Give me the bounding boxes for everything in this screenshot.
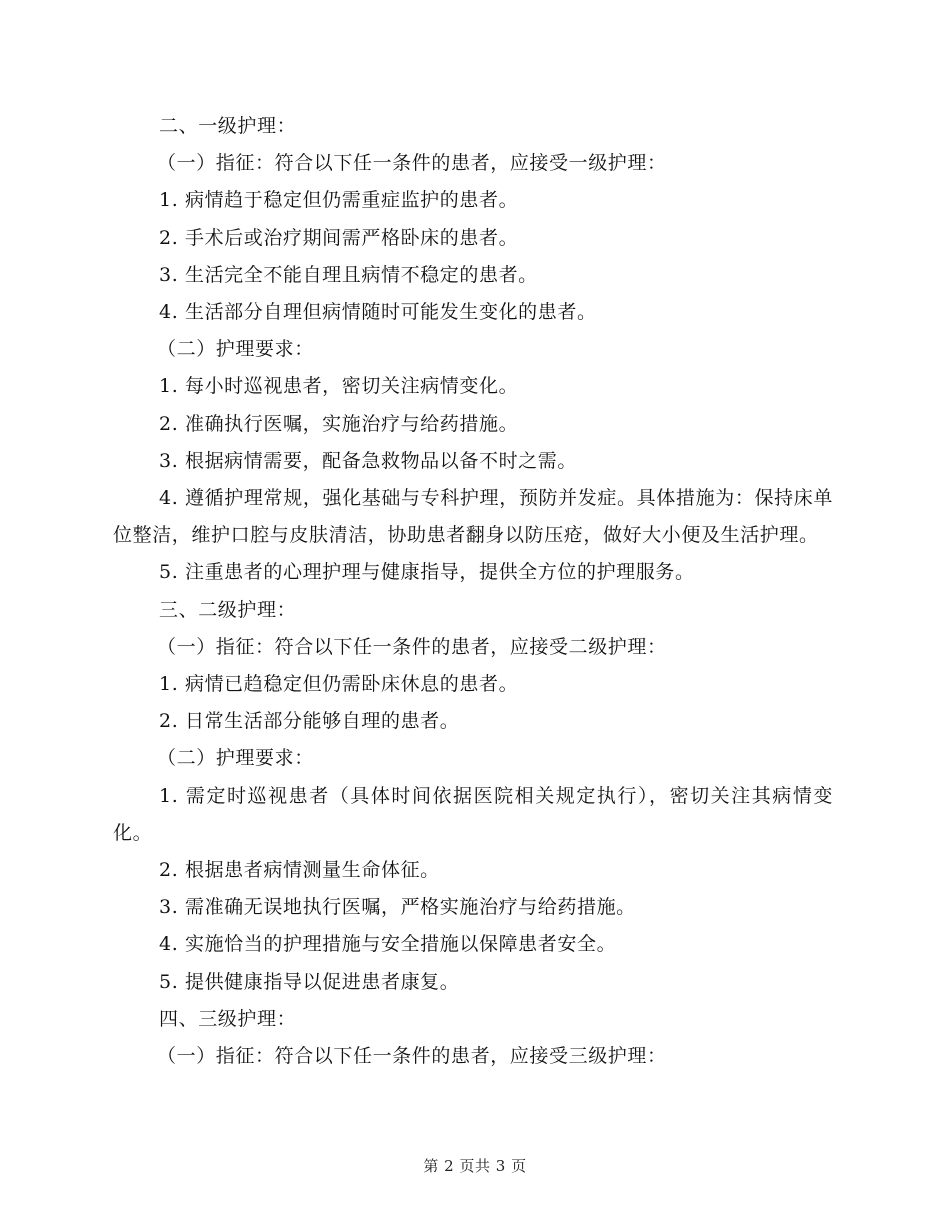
list-item: 1. 病情已趋稳定但仍需卧床休息的患者。 bbox=[159, 673, 519, 696]
list-item: 2. 根据患者病情测量生命体征。 bbox=[159, 859, 440, 882]
subheading-indications: （一）指征：符合以下任一条件的患者，应接受三级护理： bbox=[157, 1045, 667, 1068]
list-item-paragraph: 1. 需定时巡视患者（具体时间依据医院相关规定执行），密切关注其病情变化。 bbox=[113, 784, 833, 844]
list-item: 3. 需准确无误地执行医嘱，严格实施治疗与给药措施。 bbox=[159, 896, 636, 919]
list-item: 4. 实施恰当的护理措施与安全措施以保障患者安全。 bbox=[159, 933, 617, 956]
subheading-requirements: （二）护理要求： bbox=[157, 338, 314, 361]
list-item-paragraph: 4. 遵循护理常规，强化基础与专科护理，预防并发症。具体措施为：保持床单位整洁，维护口腔与皮肤清洁，协助患者翻身以防压疮，做好大小便及生活护理。 bbox=[113, 487, 833, 547]
subheading-requirements: （二）护理要求： bbox=[157, 747, 314, 770]
list-item: 2. 手术后或治疗期间需严格卧床的患者。 bbox=[159, 226, 519, 249]
list-item: 3. 根据病情需要，配备急救物品以备不时之需。 bbox=[159, 449, 577, 472]
list-item: 2. 日常生活部分能够自理的患者。 bbox=[159, 710, 460, 733]
section-heading-level-3: 四、三级护理： bbox=[159, 1007, 297, 1030]
list-item: 5. 注重患者的心理护理与健康指导，提供全方位的护理服务。 bbox=[159, 561, 695, 584]
list-item: 2. 准确执行医嘱，实施治疗与给药措施。 bbox=[159, 412, 519, 435]
page-number-footer: 第 2 页共 3 页 bbox=[423, 1157, 527, 1175]
list-item: 3. 生活完全不能自理且病情不稳定的患者。 bbox=[159, 263, 538, 286]
section-heading-level-1: 二、一级护理： bbox=[159, 115, 297, 137]
list-item: 1. 每小时巡视患者，密切关注病情变化。 bbox=[159, 375, 519, 398]
subheading-indications: （一）指征：符合以下任一条件的患者，应接受二级护理： bbox=[157, 635, 667, 658]
list-item: 1. 病情趋于稳定但仍需重症监护的患者。 bbox=[159, 189, 519, 212]
list-item: 4. 生活部分自理但病情随时可能发生变化的患者。 bbox=[159, 301, 597, 324]
section-heading-level-2: 三、二级护理： bbox=[159, 598, 297, 621]
list-item: 5. 提供健康指导以促进患者康复。 bbox=[159, 970, 460, 993]
document-body bbox=[113, 108, 833, 1075]
subheading-indications: （一）指征：符合以下任一条件的患者，应接受一级护理： bbox=[157, 152, 667, 175]
